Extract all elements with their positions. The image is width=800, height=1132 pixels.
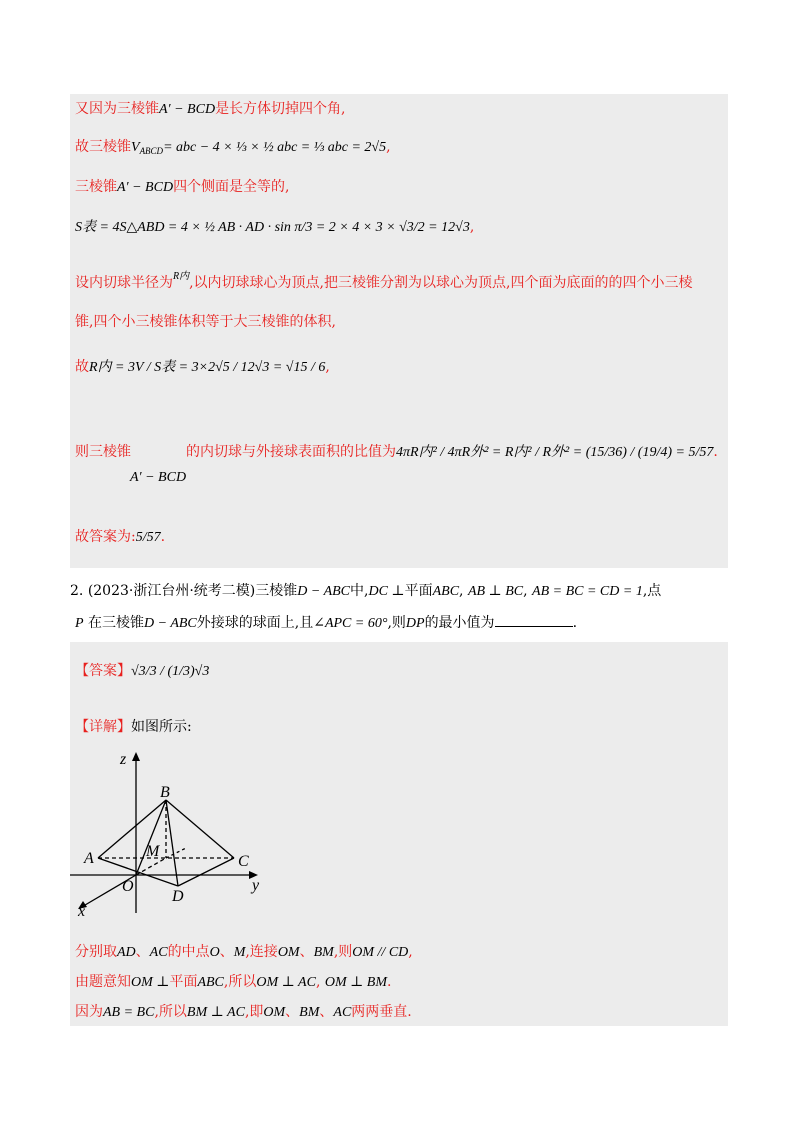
problem-2-line-2: P 在三棱锥D − ABC外接球的球面上,且∠APC = 60°,则DP的最小值为 . [75,612,577,633]
edge-bc [166,800,234,858]
edge-dc [178,858,234,886]
label-a: A [84,850,94,867]
edge-bd [166,800,178,886]
detail-line-2: 由题意知OM ⊥平面ABC,所以OM ⊥ AC, OM ⊥ BM. [75,974,392,990]
label-b: B [160,784,170,801]
solution-line-9: 故答案为:5/57. [75,529,166,545]
solution-line-4: S表 = 4S△ABD = 4 × ½ AB · AD · sin π/3 = 2 × 4 × 3 × √3/2 = 12√3, [75,219,475,235]
detail-line: 【详解】如图所示: [75,719,192,735]
edge-mx [166,848,186,858]
label-c: C [238,853,249,870]
problem-2-line-1: 2. (2023·浙江台州·统考二模)三棱锥D − ABC中,DC ⊥平面ABC, AB ⊥ BC, AB = BC = CD = 1,点 [70,583,662,599]
label-m: M [146,843,160,860]
edge-bo [136,800,166,875]
pyramid-figure [70,748,270,918]
solution-line-6: 锥,四个小三棱锥体积等于大三棱锥的体积, [75,314,336,330]
answer-line [75,662,209,681]
solution-line-7: 故R内 = 3V / S表 = 3×2√5 / 12√3 = √15 / 6, [75,359,330,375]
solution-line-8: 则三棱锥 [75,444,131,460]
detail-label: 【详解】 [75,719,131,735]
solution-line-3: 三棱锥A′ − BCD四个侧面是全等的, [75,179,290,195]
answer-blank [495,612,573,627]
answer-label: 【答案】 [75,663,131,679]
z-arrow [132,752,140,761]
solution-line-1: 又因为三棱锥A′ − BCD是长方体切掉四个角, [75,101,346,117]
solution-line-8-text: 的内切球与外接球表面积的比值为4πR内² / 4πR外² = R内² / R外² = (15/36) / (19/4) = 5/57. [186,444,718,460]
label-d: D [172,888,184,905]
answer-value: √3/3 / (1/3)√3 [131,664,210,679]
solution-line-8-tet: A′ − BCD [130,470,187,485]
detail-line-3: 因为AB = BC,所以BM ⊥ AC,即OM、BM、AC两两垂直. [75,1004,412,1020]
solution-line-2: 故三棱锥$V_{ABCD}=$ abc − 4 × ⅓ × ½ abc = ⅓ abc = 2√5, [75,139,391,156]
solution-line-5: 设内切球半径为$^{R内}$,以内切球球心为顶点,把三棱锥分割为以球心为顶点,四个面为底面的的四个小三棱 [75,271,693,291]
label-x: x [78,903,86,918]
solution-panel [70,94,728,568]
label-o: O [122,878,134,895]
edge-ad [98,858,178,886]
detail-line-1: 分别取AD、AC的中点O、M,连接OM、BM,则OM // CD, [75,944,413,960]
label-z: z [120,751,127,768]
label-y: y [252,877,260,894]
